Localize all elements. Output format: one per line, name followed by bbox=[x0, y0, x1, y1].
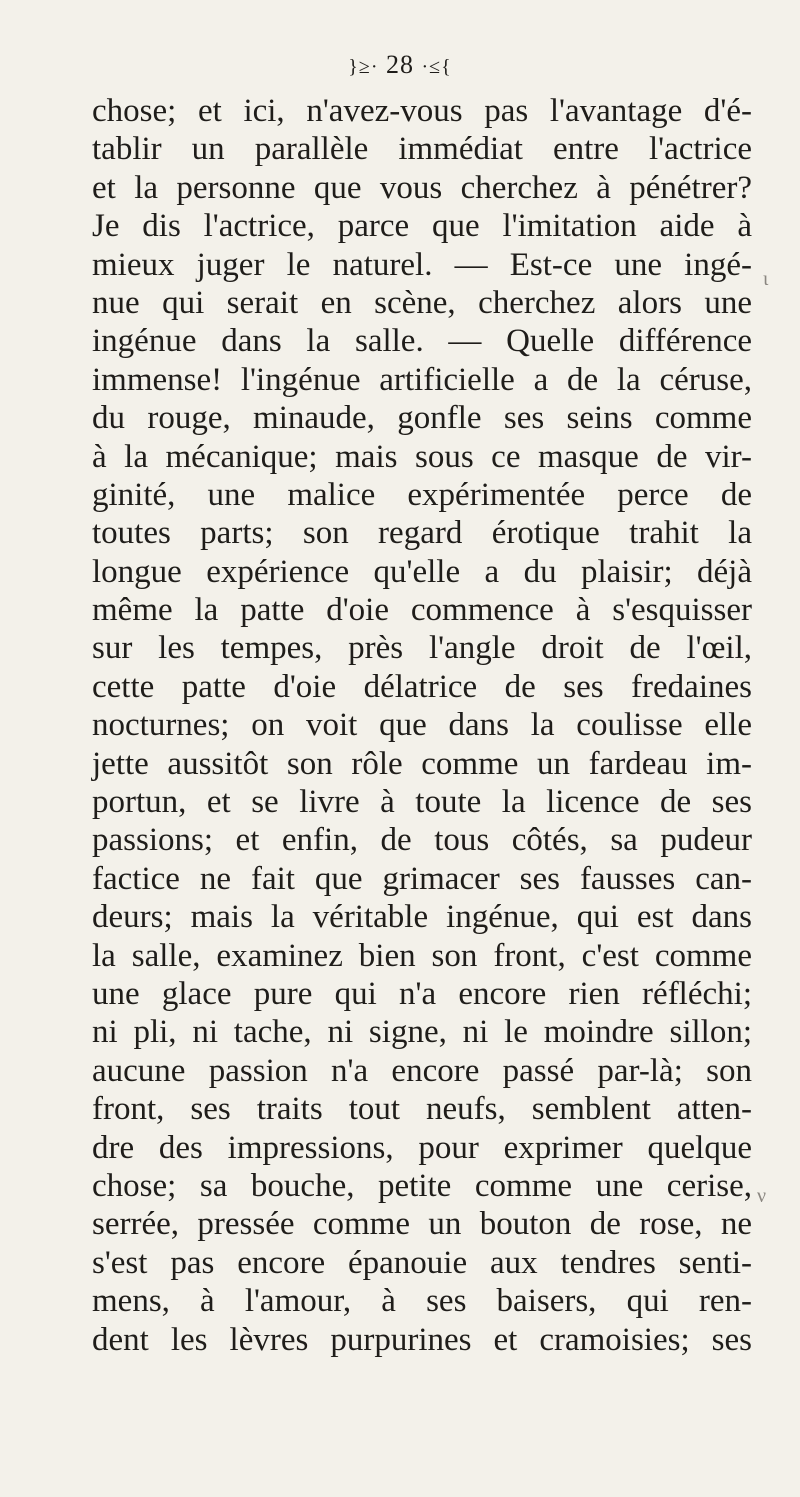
page-number: 28 bbox=[386, 50, 414, 79]
margin-mark: ν bbox=[757, 1185, 767, 1207]
text-line: nocturnes; on voit que dans la coulisse elle bbox=[92, 707, 752, 744]
text-line: et la personne que vous cherchez à pénétrer? bbox=[92, 169, 752, 206]
text-line: ingénue dans la salle. — Quelle différence bbox=[92, 323, 752, 360]
right-ornament: ·≤{ bbox=[421, 56, 452, 79]
text-line: chose; et ici, n'avez-vous pas l'avantage d'é- bbox=[92, 93, 752, 129]
text-line: jette aussitôt son rôle comme un fardeau im- bbox=[92, 745, 752, 782]
text-line: passions; et enfin, de tous côtés, sa pudeur bbox=[92, 822, 752, 859]
text-line: du rouge, minaude, gonfle ses seins comme bbox=[92, 400, 752, 437]
text-line: même la patte d'oie commence à s'esquisser bbox=[92, 592, 752, 629]
text-line: factice ne fait que grimacer ses fausses can- bbox=[92, 860, 752, 897]
text-line: serrée, pressée comme un bouton de rose, ne bbox=[92, 1206, 752, 1243]
text-line: front, ses traits tout neufs, semblent atten- bbox=[92, 1091, 752, 1128]
text-line: mens, à l'amour, à ses baisers, qui ren- bbox=[92, 1283, 752, 1320]
text-line: à la mécanique; mais sous ce masque de vir- bbox=[92, 438, 752, 475]
text-line: aucune passion n'a encore passé par-là; son bbox=[92, 1052, 752, 1089]
text-line: s'est pas encore épanouie aux tendres senti- bbox=[92, 1244, 752, 1281]
text-line: mieux juger le naturel. — Est-ce une ingé- bbox=[92, 246, 752, 283]
text-line: ginité, une malice expérimentée perce de bbox=[92, 476, 752, 513]
text-line: la salle, examinez bien son front, c'est comme bbox=[92, 937, 752, 974]
page-header bbox=[0, 50, 800, 82]
left-ornament: }≥· bbox=[348, 56, 379, 79]
text-line: sur les tempes, près l'angle droit de l'œil, bbox=[92, 630, 752, 667]
text-line: tablir un parallèle immédiat entre l'actrice bbox=[92, 131, 752, 168]
text-line: une glace pure qui n'a encore rien réfléchi; bbox=[92, 975, 752, 1012]
text-line: ni pli, ni tache, ni signe, ni le moindre sillon; bbox=[92, 1014, 752, 1051]
text-line: dent les lèvres purpurines et cramoisies; ses bbox=[92, 1321, 752, 1358]
text-line: longue expérience qu'elle a du plaisir; déjà bbox=[92, 553, 752, 590]
margin-mark: ι bbox=[763, 268, 769, 290]
text-line: Je dis l'actrice, parce que l'imitation aide à bbox=[92, 208, 752, 245]
text-line: toutes parts; son regard érotique trahit la bbox=[92, 515, 752, 552]
body-text bbox=[92, 92, 752, 1359]
text-line: nue qui serait en scène, cherchez alors une bbox=[92, 284, 752, 321]
text-line: chose; sa bouche, petite comme une cerise, bbox=[92, 1167, 752, 1204]
text-line: deurs; mais la véritable ingénue, qui est dans bbox=[92, 899, 752, 936]
text-line: dre des impressions, pour exprimer quelque bbox=[92, 1129, 752, 1166]
text-line: immense! l'ingénue artificielle a de la céruse, bbox=[92, 361, 752, 398]
text-line: portun, et se livre à toute la licence de ses bbox=[92, 784, 752, 821]
text-line: cette patte d'oie délatrice de ses fredaines bbox=[92, 668, 752, 705]
